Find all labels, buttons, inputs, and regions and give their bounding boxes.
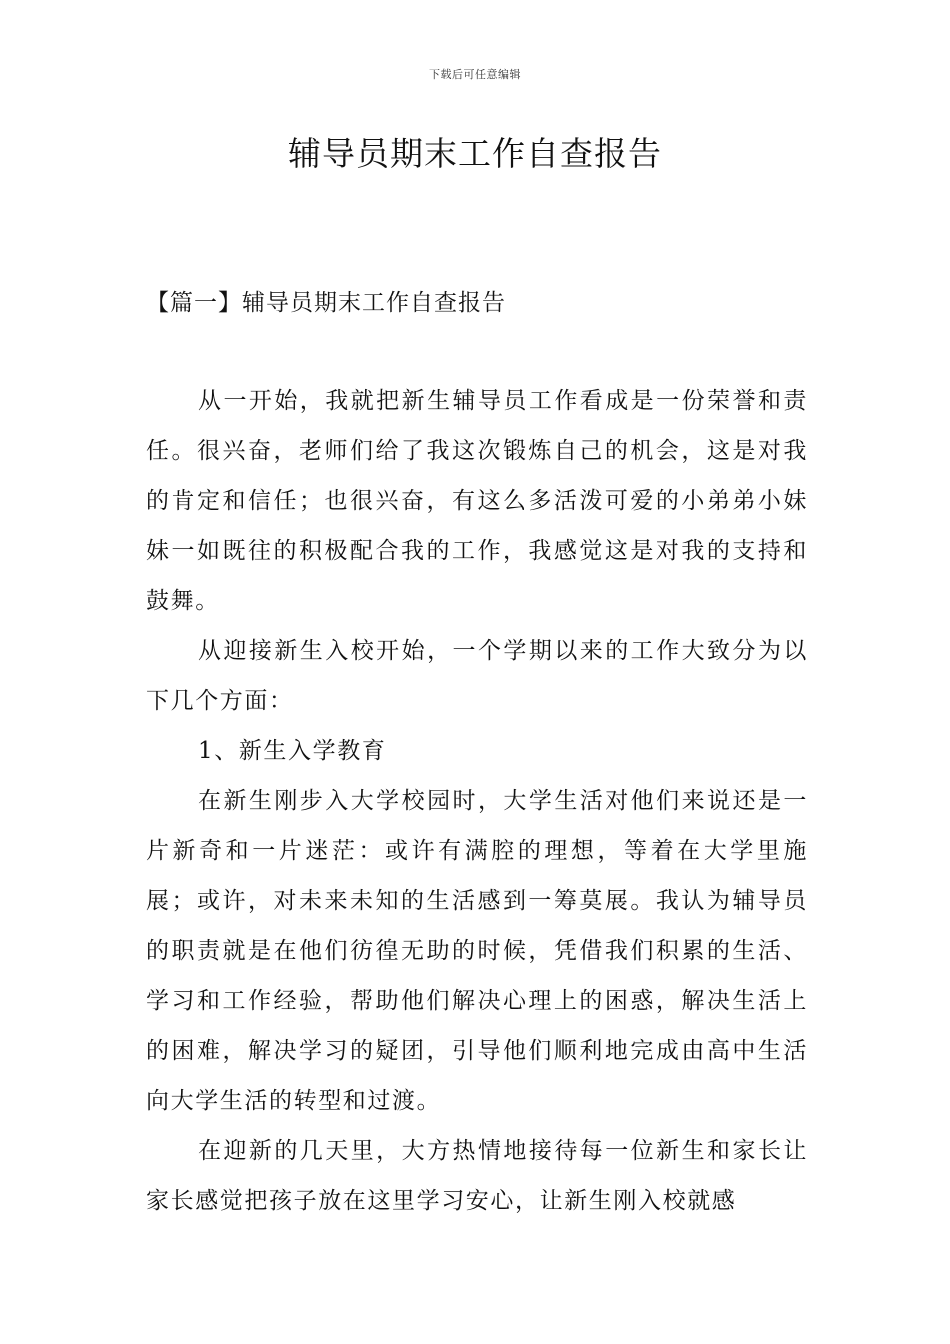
section-heading: 【篇一】辅导员期末工作自查报告 (146, 290, 506, 316)
paragraph-intro: 从一开始，我就把新生辅导员工作看成是一份荣誉和责任。很兴奋，老师们给了我这次锻炼自己的机会，这是对我的肯定和信任；也很兴奋，有这么多活泼可爱的小弟弟小妹妹一如既往的积极配合我的工作，我感觉这是对我的支持和鼓舞。 (146, 388, 808, 614)
paragraph-overview: 从迎接新生入校开始，一个学期以来的工作大致分为以下几个方面： (146, 638, 808, 714)
paragraph-orientation: 在新生刚步入大学校园时，大学生活对他们来说还是一片新奇和一片迷茫：或许有满腔的理想，等着在大学里施展；或许，对未来未知的生活感到一筹莫展。我认为辅导员的职责就是在他们彷徨无助的时候，凭借我们积累的生活、学习和工作经验，帮助他们解决心理上的困惑，解决生活上的困难，解决学习的疑团，引导他们顺利地完成由高中生活向大学生活的转型和过渡。 (146, 788, 808, 1114)
header-note: 下载后可任意编辑 (429, 68, 521, 81)
subheading-orientation: 1、新生入学教育 (198, 738, 387, 764)
paragraph-welcome: 在迎新的几天里，大方热情地接待每一位新生和家长让家长感觉把孩子放在这里学习安心，让新生刚入校就感 (146, 1138, 808, 1214)
document-title: 辅导员期末工作自查报告 (288, 134, 662, 173)
body-text (146, 376, 808, 1226)
